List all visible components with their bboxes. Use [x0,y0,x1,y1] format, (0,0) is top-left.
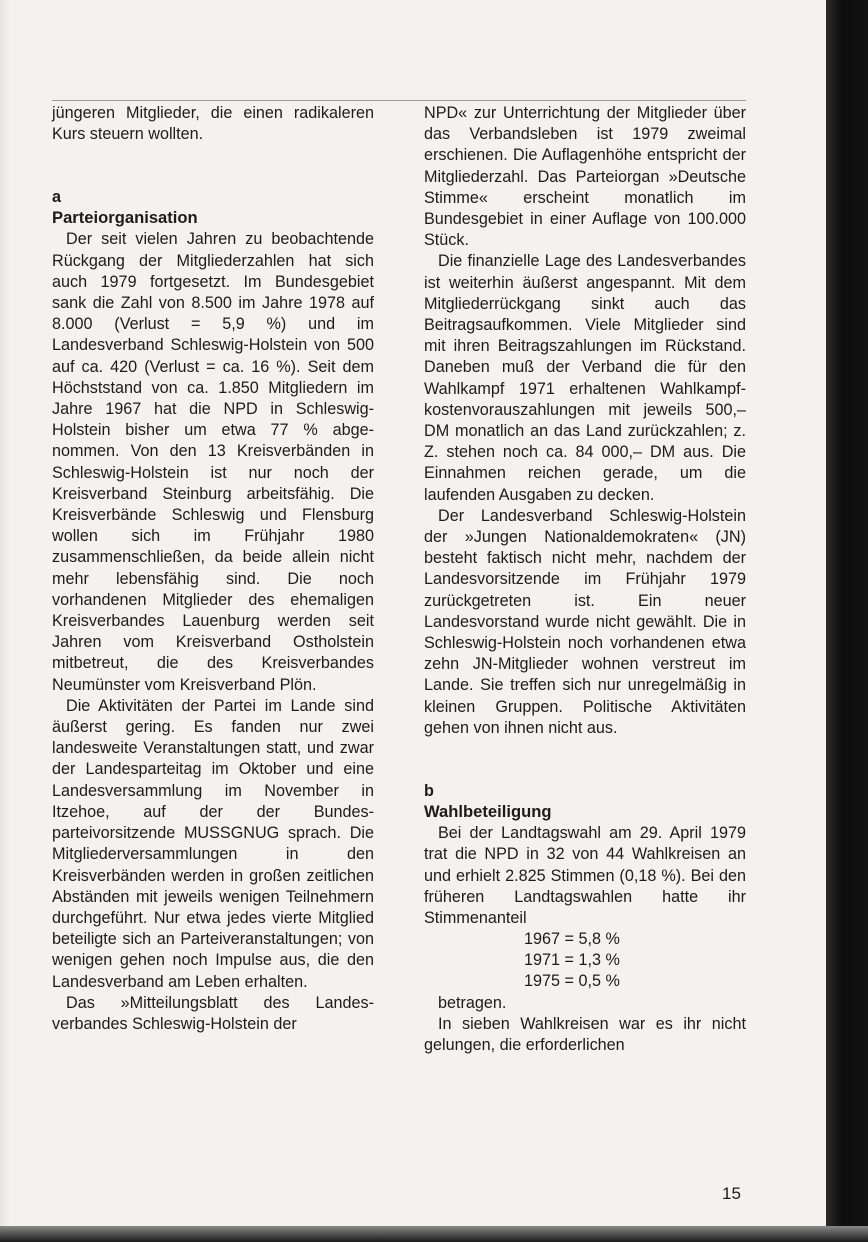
section-a-title: Parteiorganisation [52,208,198,228]
paragraph: In sieben Wahlkreisen war es ihr nicht gelungen, die erforderlichen [424,1014,746,1055]
section-b-title: Wahlbeteiligung [424,802,552,822]
scan-edge-right [826,0,868,1242]
scan-edge-bottom [0,1226,868,1242]
section-b-letter: b [424,782,434,801]
after-stats-text: betragen. [438,993,507,1012]
page-number: 15 [722,1184,741,1203]
paragraph: Die Aktivitäten der Partei im Lande sind äußerst gering. Es fanden nur zwei landesweite Veranstaltungen statt, und zwar der Landesparteitag im Oktober und eine Landesversammlung im November in Itzehoe, auf der der Bundesparteivorsitzende MUSSGNUG sprach. Die Mitgliederversammlungen in den Kreisverbänden werden in großen zeitlichen Abständen mit jeweils wenigen Teilnehmern durchgeführt. Nur etwa jedes vierte Mitglied beteiligte sich an Parteiveranstaltungen; von wenigen gehen noch Impulse aus, die den Landesverband am Leben erhalten. [52,696,374,991]
section-a-letter: a [52,188,62,207]
left-intro-text: jüngeren Mitglieder, die einen radikaleren Kurs steuern wollten. [52,104,374,144]
vote-share-row: 1975 = 0,5 % [524,972,620,991]
vote-share-row: 1967 = 5,8 % [524,930,620,949]
right-column [424,103,746,1056]
vote-share-row: 1971 = 1,3 % [524,951,620,970]
vote-share-list [424,929,746,993]
paragraph: Die finanzielle Lage des Landesverbandes ist weiterhin äußerst angespannt. Mit dem Mitgliederrückgang sinkt auch das Beitragsaufkommen. Viele Mitglieder sind mit ihren Beitragszahlungen im Rückstand. Daneben muß der Verband die für den Wahlkampf 1971 erhaltenen Wahlkampfkostenvorauszahlungen mit jeweils 500,– DM monatlich an das Land zurückzahlen; z. Z. stehen noch ca. 84 000,– DM aus. Die Einnahmen reichen gerade, um die laufenden Ausgaben zu decken. [424,252,746,504]
right-continuation-text: NPD« zur Unterrichtung der Mitglieder über das Verbandsleben ist 1979 zweimal erschienen. Die Auflagenhöhe entspricht der Mitgliederzahl. Das Parteiorgan »Deutsche Stimme« erscheint monatlich im Bundesgebiet in einer Auflage von 100.000 Stück. [424,104,746,250]
page-shadow [0,0,10,1242]
paragraph: Bei der Landtagswahl am 29. April 1979 trat die NPD in 32 von 44 Wahlkreisen an und erhielt 2.825 Stimmen (0,18 %). Bei den früheren Landtagswahlen hatte ihr Stimmenanteil [424,824,746,927]
left-column [52,103,374,1035]
header-rule [52,100,746,101]
paragraph: Der seit vielen Jahren zu beobachtende Rückgang der Mitgliederzahlen hat sich auch 1979 fortgesetzt. Im Bundesgebiet sank die Zahl von 8.500 im Jahre 1978 auf 8.000 (Verlust = 5,9 %) und im Landesverband Schleswig-Holstein von 500 auf ca. 420 (Verlust = ca. 16 %). Seit dem Höchststand von ca. 1.850 Mitgliedern im Jahre 1967 hat die NPD in Schleswig-Holstein bisher um etwa 77 % abgenommen. Von den 13 Kreisverbänden in Schleswig-Holstein ist nur noch der Kreisverband Steinburg arbeitsfähig. Die Kreisverbände Schleswig und Flensburg wollen sich im Frühjahr 1980 zusammenschließen, da beide allein nicht mehr lebensfähig sind. Die noch vorhandenen Mitglieder des ehemaligen Kreisverbandes Lauenburg werden seit Jahren vom Kreisverband Ostholstein mitbetreut, die des Kreisverbandes Neumünster vom Kreisverband Plön. [52,230,374,694]
paragraph: Der Landesverband Schleswig-Holstein der »Jungen Nationaldemokraten« (JN) besteht faktisch nicht mehr, nachdem der Landesvorsitzende im Frühjahr 1979 zurückgetreten ist. Ein neuer Landesvorstand wurde nicht gewählt. Die in Schleswig-Holstein noch vorhandenen etwa zehn JN-Mitglieder wohnen verstreut im Lande. Sie treffen sich nur unregelmäßig in kleinen Gruppen. Politische Aktivitäten gehen von ihnen nicht aus. [424,506,746,737]
paragraph: Das »Mitteilungsblatt des Landesverbandes Schleswig-Holstein der [52,993,374,1033]
